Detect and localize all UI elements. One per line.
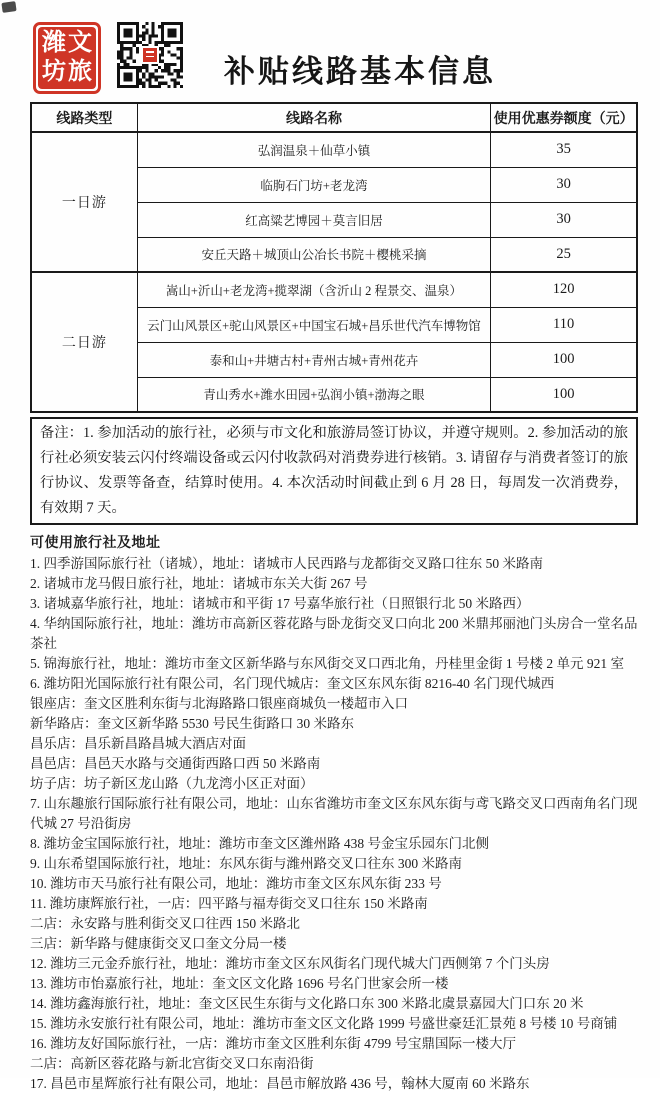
coupon-amount: 110 (491, 307, 637, 342)
coupon-amount: 100 (491, 377, 637, 412)
agency-line: 8. 潍坊金宝国际旅行社，地址：潍坊市奎文区潍州路 438 号金宝乐园东门北侧 (30, 836, 489, 851)
agency-line: 15. 潍坊永安旅行社有限公司，地址：潍坊市奎文区文化路 1999 号盛世豪廷汇景苑 8 号楼 10 号商铺 (30, 1016, 618, 1031)
agency-line: 5. 锦海旅行社，地址：潍坊市奎文区新华路与东风街交叉口西北角，丹桂里金街 1 号楼 2 单元 921 室 (30, 656, 624, 671)
route-name: 云门山风景区+驼山风景区+中国宝石城+昌乐世代汽车博物馆 (137, 307, 491, 342)
agency-line: 昌乐店：昌乐新昌路昌城大酒店对面 (30, 736, 246, 751)
route-name: 泰和山+井塘古村+青州古城+青州花卉 (137, 342, 491, 377)
route-name: 临朐石门坊+老龙湾 (137, 167, 491, 202)
agency-line: 11. 潍坊康辉旅行社，一店：四平路与福寿街交叉口往东 150 米路南 (30, 896, 428, 911)
coupon-amount: 30 (491, 167, 637, 202)
table-row (31, 272, 637, 307)
agency-line: 14. 潍坊鑫海旅行社，地址：奎文区民生东街与文化路口东 300 米路北虞景嘉园大门口东 20 米 (30, 996, 584, 1011)
coupon-amount: 30 (491, 202, 637, 237)
column-header-route-name: 线路名称 (137, 103, 491, 132)
route-type-one-day: 一日游 (31, 132, 137, 272)
coupon-amount: 100 (491, 342, 637, 377)
route-type-two-day: 二日游 (31, 272, 137, 412)
coupon-amount: 25 (491, 237, 637, 272)
agency-line: 17. 昌邑市星辉旅行社有限公司，地址：昌邑市解放路 436 号，翰林大厦南 60 米路东 (30, 1076, 530, 1091)
weifang-wenlv-seal-logo (33, 22, 101, 94)
agency-line: 茶社 (30, 636, 57, 651)
coupon-amount: 120 (491, 272, 637, 307)
route-name: 青山秀水+潍水田园+弘润小镇+渤海之眼 (137, 377, 491, 412)
agency-line: 13. 潍坊市怡嘉旅行社，地址：奎文区文化路 1696 号名门世家会所一楼 (30, 976, 449, 991)
route-name: 安丘天路＋城顶山公冶长书院＋樱桃采摘 (137, 237, 491, 272)
route-name: 嵩山+沂山+老龙湾+揽翠湖（含沂山 2 程景交、温泉） (137, 272, 491, 307)
route-name: 红高粱艺博园＋莫言旧居 (137, 202, 491, 237)
seal-text-row1: 潍文 (42, 30, 94, 56)
agency-line: 二店：高新区蓉花路与新北宫街交叉口东南沿街 (30, 1056, 314, 1071)
route-name: 弘润温泉＋仙草小镇 (137, 132, 491, 167)
agency-line: 1. 四季游国际旅行社（诸城），地址：诸城市人民西路与龙都街交叉路口往东 50 米路南 (30, 556, 543, 571)
seal-inner (38, 27, 96, 89)
seal-text-row2: 坊旅 (42, 59, 94, 85)
coupon-amount: 35 (491, 132, 637, 167)
column-header-route-type: 线路类型 (31, 103, 137, 132)
agency-line: 坊子店：坊子新区龙山路（九龙湾小区正对面） (30, 776, 314, 791)
agency-line: 3. 诸城嘉华旅行社，地址：诸城市和平街 17 号嘉华旅行社（日照银行北 50 米路西） (30, 596, 530, 611)
agencies-list (30, 554, 642, 1094)
table-header-row (31, 103, 637, 132)
agencies-heading: 可使用旅行社及地址 (30, 536, 161, 551)
routes-table (30, 102, 638, 413)
agency-line: 昌邑店：昌邑天水路与交通街西路口西 50 米路南 (30, 756, 321, 771)
agency-line: 4. 华纳国际旅行社，地址：潍坊市高新区蓉花路与卧龙街交叉口向北 200 米鼎邦丽池门头房合一堂名品 (30, 616, 638, 631)
column-header-coupon-amount: 使用优惠券额度（元） (491, 103, 637, 132)
agency-line: 三店：新华路与健康街交叉口奎文分局一楼 (30, 936, 287, 951)
qr-code-icon (117, 22, 183, 88)
agency-line: 二店：永安路与胜利街交叉口往西 150 米路北 (30, 916, 300, 931)
agency-line: 12. 潍坊三元金乔旅行社，地址：潍坊市奎文区东风街名门现代城大门西侧第 7 个门头房 (30, 956, 550, 971)
agency-line: 10. 潍坊市天马旅行社有限公司，地址：潍坊市奎文区东风东街 233 号 (30, 876, 442, 891)
agency-line: 银座店：奎文区胜利东街与北海路路口银座商城负一楼超市入口 (30, 696, 408, 711)
agency-line: 7. 山东趣旅行国际旅行社有限公司，地址：山东省潍坊市奎文区东风东街与鸢飞路交叉口西南角名门现 (30, 796, 638, 811)
agency-line: 新华路店：奎文区新华路 5530 号民生街路口 30 米路东 (30, 716, 354, 731)
page-title: 补贴线路基本信息 (224, 54, 496, 89)
agency-line: 6. 潍坊阳光国际旅行社有限公司，名门现代城店：奎文区东风东街 8216-40 名门现代城西 (30, 676, 555, 691)
notes-box: 备注：1. 参加活动的旅行社，必须与市文化和旅游局签订协议，并遵守规则。2. 参加活动的旅行社必须安装云闪付终端设备或云闪付收款码对消费券进行核销。3. 请留存与消费者签订的旅行协议、发票等备查，结算时使用。4. 本次活动时间截止到 6 月 28 日，每周发一次消费券，有效期 7 天。 (30, 417, 638, 525)
qr-center-logo (143, 48, 157, 62)
agency-line: 代城 27 号沿街房 (30, 816, 132, 831)
document-header (0, 0, 660, 102)
agency-line: 16. 潍坊友好国际旅行社，一店：潍坊市奎文区胜利东街 4799 号宝鼎国际一楼大厅 (30, 1036, 516, 1051)
table-row (31, 132, 637, 167)
agency-line: 9. 山东希望国际旅行社，地址：东风东街与潍州路交叉口往东 300 米路南 (30, 856, 462, 871)
agency-line: 2. 诸城市龙马假日旅行社，地址：诸城市东关大街 267 号 (30, 576, 368, 591)
